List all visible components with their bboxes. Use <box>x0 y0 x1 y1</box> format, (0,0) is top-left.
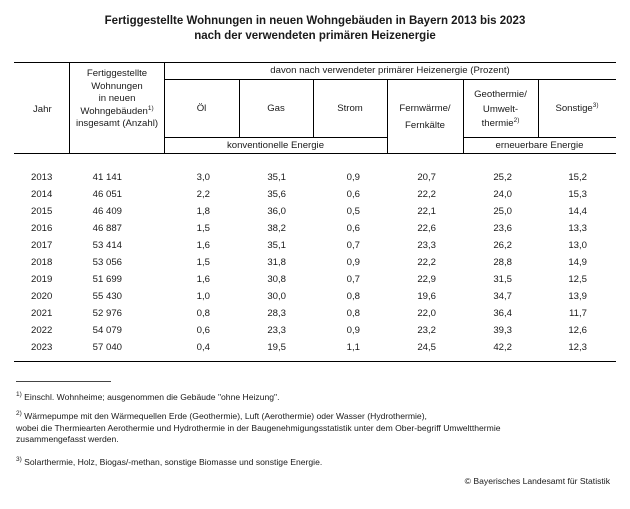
cell-fernwaerme: 23,2 <box>417 325 436 336</box>
cell-sonstige: 15,2 <box>568 172 587 183</box>
cell-oel: 0,4 <box>196 342 210 353</box>
footnote-3-text: Solarthermie, Holz, Biogas/-methan, sonstige Biomasse und sonstige Energie. <box>24 457 323 467</box>
cell-geothermie: 39,3 <box>493 325 512 336</box>
header-oel: Öl <box>196 103 207 114</box>
cell-fernwaerme: 19,6 <box>417 291 436 302</box>
cell-gas: 30,8 <box>267 274 286 285</box>
cell-geothermie: 25,0 <box>493 206 512 217</box>
header-sonstige: Sonstige$^{3)}$ <box>555 101 599 114</box>
header-geo-line-1: Geothermie/ <box>474 89 527 100</box>
header-fernwaerme <box>387 103 463 132</box>
footnote-2-line-3: zusammengefasst werden. <box>16 434 119 444</box>
footnote-1 <box>16 392 280 404</box>
copyright: © Bayerisches Landesamt für Statistik <box>464 476 610 486</box>
cell-total: 55 430 <box>92 291 122 302</box>
cell-total: 53 414 <box>92 240 122 251</box>
header-total-line-5: insgesamt (Anzahl) <box>75 118 159 129</box>
cell-oel: 3,0 <box>196 172 210 183</box>
cell-oel: 1,6 <box>196 274 210 285</box>
header-fernwaerme-line-1: Fernwärme/ <box>399 103 451 114</box>
rule-renewable <box>463 137 616 138</box>
header-total-line-3: in neuen <box>98 93 136 104</box>
cell-sonstige: 12,6 <box>568 325 587 336</box>
cell-gas: 23,3 <box>267 325 286 336</box>
header-fernwaerme-line-2: Fernkälte <box>405 119 445 131</box>
cell-oel: 1,5 <box>196 257 210 268</box>
title-line-1: Fertiggestellte Wohnungen in neuen Wohngebäuden in Bayern 2013 bis 2023 <box>104 15 526 27</box>
cell-year: 2019 <box>31 274 53 285</box>
header-year: Jahr <box>33 104 52 115</box>
header-geo-line-3: thermie$^{2)}$ <box>481 116 520 129</box>
footnote-3 <box>16 457 322 469</box>
cell-oel: 1,8 <box>196 206 210 217</box>
footnote-2-mark: 2) <box>16 410 22 418</box>
header-total-line-2: Wohnungen <box>91 80 143 92</box>
cell-year: 2017 <box>31 240 53 251</box>
header-total-line-1: Fertiggestellte <box>86 68 148 79</box>
cell-geothermie: 28,8 <box>493 257 512 268</box>
cell-strom: 0,8 <box>346 308 360 319</box>
cell-sonstige: 12,5 <box>568 274 587 285</box>
footnote-2-line-2: wobei die Thermiearten Aerothermie und Hydrothermie in der Baugenehmigungsstatistik unter dem Ober-begriff Umweltthermie <box>16 422 501 433</box>
cell-oel: 1,5 <box>196 223 210 234</box>
cell-gas: 35,1 <box>267 240 286 251</box>
footnote-ref-3: 3) <box>592 101 599 109</box>
cell-fernwaerme: 22,1 <box>417 206 436 217</box>
cell-strom: 0,9 <box>346 257 360 268</box>
cell-year: 2018 <box>31 257 53 268</box>
cell-gas: 36,0 <box>267 206 286 217</box>
rule-top <box>14 62 616 63</box>
cell-total: 52 976 <box>92 308 122 319</box>
cell-geothermie: 25,2 <box>493 172 512 183</box>
cell-oel: 0,8 <box>196 308 210 319</box>
cell-sonstige: 13,0 <box>568 240 587 251</box>
header-strom: Strom <box>337 103 363 114</box>
cell-oel: 0,6 <box>196 325 210 336</box>
header-group: davon nach verwendeter primärer Heizenergie (Prozent) <box>270 65 510 76</box>
cell-gas: 35,6 <box>267 189 286 200</box>
footnote-3-mark: 3) <box>16 456 22 464</box>
cell-strom: 0,5 <box>346 206 360 217</box>
cell-fernwaerme: 22,2 <box>417 257 436 268</box>
header-geothermie <box>463 89 538 131</box>
cell-gas: 35,1 <box>267 172 286 183</box>
cell-sonstige: 13,9 <box>568 291 587 302</box>
rule-header-bottom <box>14 153 616 154</box>
cell-year: 2023 <box>31 342 53 353</box>
cell-oel: 1,6 <box>196 240 210 251</box>
header-total-line-4: Wohngebäuden$^{1)}$ <box>80 104 154 117</box>
cell-geothermie: 36,4 <box>493 308 512 319</box>
cell-geothermie: 26,2 <box>493 240 512 251</box>
cell-strom: 0,6 <box>346 223 360 234</box>
cell-year: 2016 <box>31 223 53 234</box>
title-line-2: nach der verwendeten primären Heizenergie <box>194 30 436 42</box>
cell-fernwaerme: 22,0 <box>417 308 436 319</box>
cell-sonstige: 14,4 <box>568 206 587 217</box>
cell-year: 2020 <box>31 291 53 302</box>
cell-gas: 19,5 <box>267 342 286 353</box>
rule-conventional <box>164 137 387 138</box>
cell-total: 46 409 <box>92 206 122 217</box>
cell-total: 51 699 <box>92 274 122 285</box>
cell-geothermie: 34,7 <box>493 291 512 302</box>
footnote-1-text: Einschl. Wohnheime; ausgenommen die Gebäude "ohne Heizung". <box>24 392 280 402</box>
cell-strom: 0,8 <box>346 291 360 302</box>
cell-sonstige: 14,9 <box>568 257 587 268</box>
cell-gas: 30,0 <box>267 291 286 302</box>
cell-year: 2021 <box>31 308 53 319</box>
cell-fernwaerme: 20,7 <box>417 172 436 183</box>
cell-gas: 31,8 <box>267 257 286 268</box>
header-conventional: konventionelle Energie <box>226 140 325 151</box>
cell-fernwaerme: 24,5 <box>417 342 436 353</box>
cell-total: 53 056 <box>92 257 122 268</box>
cell-year: 2022 <box>31 325 53 336</box>
footnote-2-line-1: Wärmepumpe mit den Wärmequellen Erde (Geothermie), Luft (Aerothermie) oder Wasser (Hydrothermie), <box>24 411 427 421</box>
cell-strom: 0,6 <box>346 189 360 200</box>
cell-total: 46 887 <box>92 223 122 234</box>
rule-table-bottom <box>14 361 616 362</box>
cell-total: 57 040 <box>92 342 122 353</box>
cell-fernwaerme: 22,9 <box>417 274 436 285</box>
cell-strom: 1,1 <box>346 342 360 353</box>
cell-total: 41 141 <box>92 172 122 183</box>
cell-gas: 38,2 <box>267 223 286 234</box>
cell-strom: 0,7 <box>346 274 360 285</box>
footnote-1-mark: 1) <box>16 391 22 399</box>
cell-year: 2015 <box>31 206 53 217</box>
footnote-ref-1: 1) <box>147 104 154 112</box>
footnote-rule <box>16 381 111 382</box>
cell-geothermie: 31,5 <box>493 274 512 285</box>
cell-year: 2014 <box>31 189 53 200</box>
cell-geothermie: 23,6 <box>493 223 512 234</box>
cell-strom: 0,9 <box>346 172 360 183</box>
cell-gas: 28,3 <box>267 308 286 319</box>
cell-fernwaerme: 22,6 <box>417 223 436 234</box>
cell-total: 54 079 <box>92 325 122 336</box>
footnote-ref-2: 2) <box>513 116 520 124</box>
cell-sonstige: 13,3 <box>568 223 587 234</box>
cell-strom: 0,7 <box>346 240 360 251</box>
cell-fernwaerme: 22,2 <box>417 189 436 200</box>
header-total <box>70 68 164 131</box>
cell-sonstige: 12,3 <box>568 342 587 353</box>
cell-total: 46 051 <box>92 189 122 200</box>
cell-fernwaerme: 23,3 <box>417 240 436 251</box>
footnote-2 <box>16 411 501 446</box>
cell-sonstige: 11,7 <box>569 308 587 319</box>
table-title <box>0 14 630 44</box>
cell-sonstige: 15,3 <box>568 189 587 200</box>
header-geo-line-2: Umwelt- <box>482 103 519 115</box>
cell-oel: 2,2 <box>196 189 210 200</box>
rule-group <box>164 79 616 80</box>
header-gas: Gas <box>267 103 285 114</box>
cell-oel: 1,0 <box>196 291 210 302</box>
cell-geothermie: 24,0 <box>493 189 512 200</box>
cell-year: 2013 <box>31 172 53 183</box>
cell-strom: 0,9 <box>346 325 360 336</box>
cell-geothermie: 42,2 <box>493 342 512 353</box>
header-renewable: erneuerbare Energie <box>495 140 584 151</box>
